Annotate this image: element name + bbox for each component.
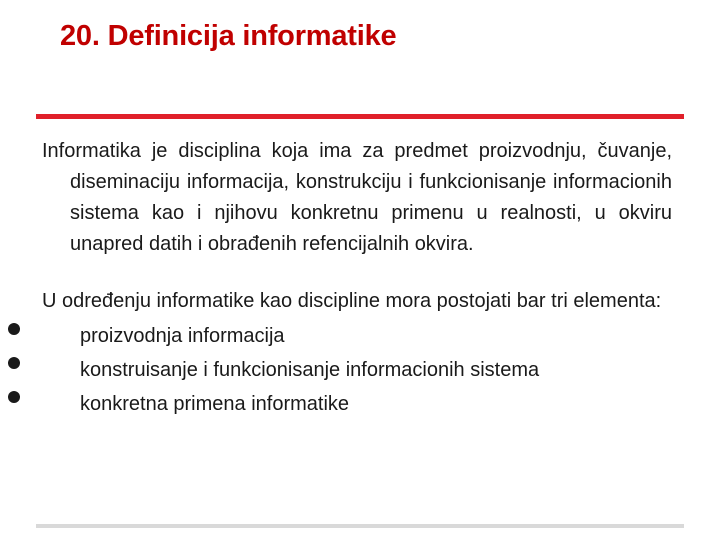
- list-item: [42, 387, 672, 421]
- footer-divider: [36, 524, 684, 528]
- bullet-icon: [8, 323, 20, 335]
- elements-intro-paragraph: U određenju informatike kao discipline mora postojati bar tri elementa:: [42, 290, 662, 312]
- list-item: [42, 353, 672, 387]
- list-item: [42, 319, 672, 353]
- slide-body: [42, 136, 672, 421]
- title-divider: [36, 114, 684, 119]
- list-item-text: konstruisanje i funkcionisanje informacionih sistema: [80, 359, 540, 381]
- elements-list: [42, 319, 672, 421]
- bullet-icon: [8, 357, 20, 369]
- bullet-icon: [8, 391, 20, 403]
- slide-title: 20. Definicija informatike: [60, 20, 397, 52]
- list-item-text: konkretna primena informatike: [80, 393, 350, 415]
- list-item-text: proizvodnja informacija: [80, 325, 285, 347]
- definition-paragraph: Informatika je disciplina koja ima za predmet proizvodnju, čuvanje, diseminaciju informacija, konstrukciju i funkcionisanje informacionih sistema kao i njihovu konkretnu primenu u realnosti, u okviru unapred datih i obrađenih refencijalnih okvira.: [42, 140, 672, 255]
